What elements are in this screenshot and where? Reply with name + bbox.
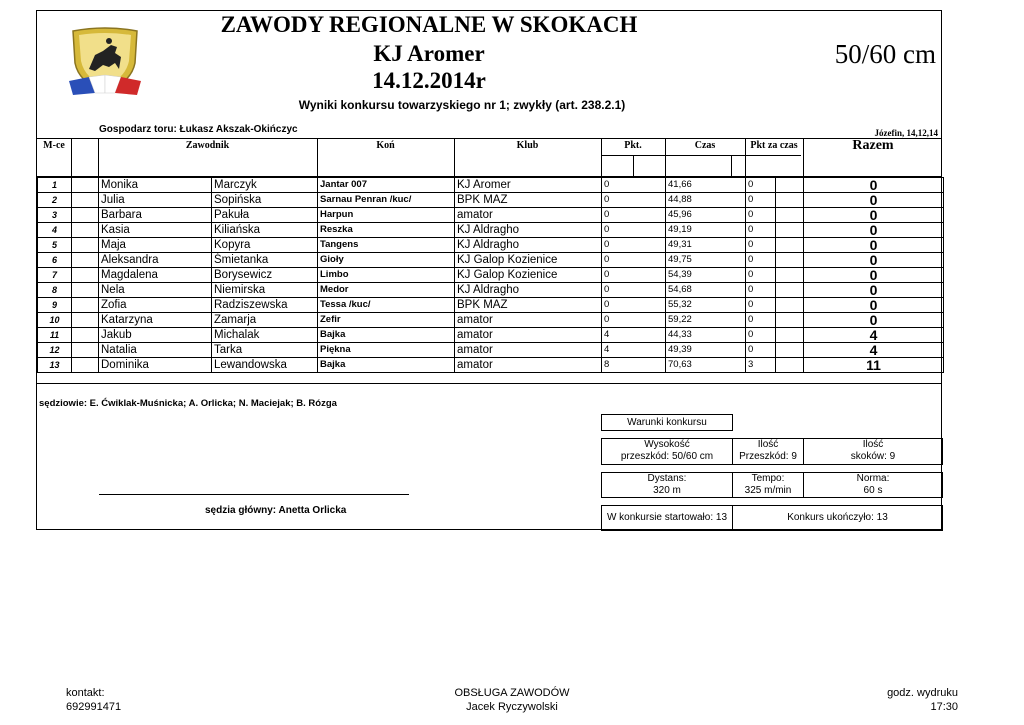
service-label: OBSŁUGA ZAWODÓW: [454, 687, 570, 699]
points-cell: 4: [602, 328, 666, 343]
time-cell: 54,39: [666, 268, 746, 283]
rank-cell: 5: [38, 238, 72, 253]
time-points-cell: 0: [746, 298, 776, 313]
footer-print-time: [887, 686, 958, 714]
points-cell: 0: [602, 283, 666, 298]
tempo-value: 325 m/min: [744, 485, 792, 496]
blank-cell: [776, 253, 804, 268]
time-cell: 45,96: [666, 208, 746, 223]
rider-last-name: Marczyk: [212, 178, 318, 193]
rider-first-name: Magdalena: [99, 268, 212, 283]
col-club-header: Klub: [516, 140, 539, 151]
blank-cell: [72, 298, 99, 313]
rider-first-name: Natalia: [99, 343, 212, 358]
table-row: [38, 313, 944, 328]
time-points-cell: 0: [746, 178, 776, 193]
conditions-distance-box: [601, 472, 733, 498]
rank-cell: 6: [38, 253, 72, 268]
points-cell: 0: [602, 208, 666, 223]
points-cell: 0: [602, 298, 666, 313]
total-cell: 0: [804, 238, 944, 253]
col-horse-header: Koń: [376, 140, 395, 151]
blank-cell: [776, 358, 804, 373]
rank-cell: 3: [38, 208, 72, 223]
blank-cell: [776, 343, 804, 358]
rank-cell: 1: [38, 178, 72, 193]
horse-name: Medor: [318, 283, 455, 298]
results-sheet: [36, 10, 942, 530]
total-cell: 0: [804, 313, 944, 328]
rider-last-name: Kiliańska: [212, 223, 318, 238]
rider-last-name: Radziszewska: [212, 298, 318, 313]
jumps-label: Ilość: [862, 439, 884, 450]
rider-first-name: Monika: [99, 178, 212, 193]
horse-name: Gioły: [318, 253, 455, 268]
blank-cell: [776, 193, 804, 208]
horse-name: Bajka: [318, 358, 455, 373]
time-points-cell: 0: [746, 253, 776, 268]
time-points-cell: 3: [746, 358, 776, 373]
time-points-cell: 0: [746, 208, 776, 223]
blank-cell: [72, 238, 99, 253]
total-cell: 0: [804, 223, 944, 238]
blank-cell: [72, 253, 99, 268]
table-row: [38, 193, 944, 208]
rider-last-name: Niemirska: [212, 283, 318, 298]
total-cell: 0: [804, 193, 944, 208]
rider-first-name: Julia: [99, 193, 212, 208]
rider-last-name: Sopińska: [212, 193, 318, 208]
blank-cell: [776, 178, 804, 193]
competition-title: ZAWODY REGIONALNE W SKOKACH: [220, 12, 638, 37]
horse-name: Sarnau Penran /kuc/: [318, 193, 455, 208]
header-divider: [731, 155, 732, 176]
footer-service: [412, 686, 612, 714]
points-cell: 0: [602, 238, 666, 253]
club-name: KJ Galop Kozienice: [455, 268, 602, 283]
rider-first-name: Zofia: [99, 298, 212, 313]
table-row: [38, 253, 944, 268]
rank-cell: 7: [38, 268, 72, 283]
total-cell: 0: [804, 178, 944, 193]
blank-cell: [72, 283, 99, 298]
conditions-title: Warunki konkursu: [601, 414, 733, 431]
total-cell: 4: [804, 343, 944, 358]
blank-cell: [776, 238, 804, 253]
club-name: KJ Aromer: [373, 41, 485, 66]
horse-name: Jantar 007: [318, 178, 455, 193]
height-value: przeszkód: 50/60 cm: [620, 451, 714, 462]
service-name: Jacek Ryczywolski: [466, 701, 558, 713]
time-cell: 49,31: [666, 238, 746, 253]
rider-first-name: Nela: [99, 283, 212, 298]
time-cell: 49,75: [666, 253, 746, 268]
horse-name: Bajka: [318, 328, 455, 343]
blank-cell: [776, 283, 804, 298]
blank-cell: [776, 223, 804, 238]
club-name: KJ Aromer: [455, 178, 602, 193]
distance-label: Dystans:: [647, 473, 687, 484]
points-cell: 4: [602, 343, 666, 358]
place-date: Józefin, 14,12,14: [874, 128, 938, 138]
footer-contact: [66, 686, 121, 714]
club-name: BPK MAZ: [455, 298, 602, 313]
blank-cell: [776, 328, 804, 343]
time-cell: 59,22: [666, 313, 746, 328]
jumps-value: skoków: 9: [850, 451, 896, 462]
table-row: [38, 238, 944, 253]
time-points-cell: 0: [746, 238, 776, 253]
blank-cell: [776, 208, 804, 223]
rider-first-name: Katarzyna: [99, 313, 212, 328]
club-name: amator: [455, 358, 602, 373]
print-time: 17:30: [930, 701, 958, 713]
rider-last-name: Zamarja: [212, 313, 318, 328]
total-cell: 11: [804, 358, 944, 373]
rank-cell: 11: [38, 328, 72, 343]
club-name: amator: [455, 208, 602, 223]
table-row: [38, 178, 944, 193]
time-points-cell: 0: [746, 193, 776, 208]
contact-phone: 692991471: [66, 701, 122, 713]
rank-cell: 13: [38, 358, 72, 373]
horse-name: Tessa /kuc/: [318, 298, 455, 313]
time-cell: 49,19: [666, 223, 746, 238]
rider-first-name: Maja: [99, 238, 212, 253]
time-cell: 55,32: [666, 298, 746, 313]
rank-cell: 4: [38, 223, 72, 238]
blank-cell: [776, 313, 804, 328]
conditions-obstacles-box: [732, 438, 804, 465]
rank-cell: 2: [38, 193, 72, 208]
rider-first-name: Dominika: [99, 358, 212, 373]
table-row: [38, 283, 944, 298]
blank-cell: [72, 328, 99, 343]
table-row: [38, 298, 944, 313]
col-points-header: Pkt.: [624, 140, 642, 151]
col-rider-header: Zawodnik: [185, 140, 230, 151]
club-name: BPK MAZ: [455, 193, 602, 208]
time-cell: 49,39: [666, 343, 746, 358]
total-cell: 0: [804, 208, 944, 223]
horse-name: Tangens: [318, 238, 455, 253]
table-row: [38, 268, 944, 283]
points-cell: 0: [602, 313, 666, 328]
points-cell: 8: [602, 358, 666, 373]
total-cell: 0: [804, 298, 944, 313]
time-points-cell: 0: [746, 223, 776, 238]
time-cell: 41,66: [666, 178, 746, 193]
blank-cell: [72, 358, 99, 373]
points-cell: 0: [602, 193, 666, 208]
rider-first-name: Barbara: [99, 208, 212, 223]
time-points-cell: 0: [746, 268, 776, 283]
total-cell: 0: [804, 283, 944, 298]
started-count: W konkursie startowało: 13: [601, 505, 733, 531]
height-class: 50/60 cm: [834, 39, 936, 69]
horse-name: Limbo: [318, 268, 455, 283]
competition-date: 14.12.2014r: [372, 68, 486, 93]
header-divider: [71, 138, 72, 176]
time-cell: 54,68: [666, 283, 746, 298]
points-cell: 0: [602, 268, 666, 283]
horse-name: Reszka: [318, 223, 455, 238]
table-row: [38, 328, 944, 343]
rider-first-name: Aleksandra: [99, 253, 212, 268]
blank-cell: [72, 268, 99, 283]
club-name: KJ Aldragho: [455, 283, 602, 298]
blank-cell: [72, 193, 99, 208]
table-row: [38, 223, 944, 238]
rank-cell: 12: [38, 343, 72, 358]
print-label: godz. wydruku: [887, 687, 958, 699]
time-points-cell: 0: [746, 283, 776, 298]
table-row: [38, 358, 944, 373]
rider-last-name: Śmietanka: [212, 253, 318, 268]
total-cell: 0: [804, 253, 944, 268]
rider-last-name: Kopyra: [212, 238, 318, 253]
blank-cell: [776, 268, 804, 283]
rider-last-name: Michalak: [212, 328, 318, 343]
col-total-header: Razem: [852, 138, 894, 153]
time-points-cell: 0: [746, 313, 776, 328]
blank-cell: [72, 208, 99, 223]
club-name: amator: [455, 343, 602, 358]
rider-last-name: Pakuła: [212, 208, 318, 223]
blank-cell: [72, 223, 99, 238]
rank-cell: 9: [38, 298, 72, 313]
conditions-norm-box: [803, 472, 943, 498]
rider-last-name: Borysewicz: [212, 268, 318, 283]
rank-cell: 8: [38, 283, 72, 298]
height-label: Wysokość: [644, 439, 690, 450]
total-cell: 0: [804, 268, 944, 283]
blank-cell: [72, 343, 99, 358]
horse-name: Piękna: [318, 343, 455, 358]
time-cell: 44,33: [666, 328, 746, 343]
contact-label: kontakt:: [66, 687, 105, 699]
club-name: amator: [455, 328, 602, 343]
points-cell: 0: [602, 253, 666, 268]
judges-list: sędziowie: E. Ćwiklak-Muśnicka; A. Orlicka; N. Maciejak; B. Rózga: [39, 398, 337, 409]
tempo-label: Tempo:: [751, 473, 785, 484]
rider-first-name: Jakub: [99, 328, 212, 343]
blank-cell: [72, 178, 99, 193]
distance-value: 320 m: [653, 485, 681, 496]
obstacles-value: Przeszkód: 9: [739, 451, 797, 462]
chief-judge: sędzia główny: Anetta Orlicka: [205, 505, 347, 516]
rank-cell: 10: [38, 313, 72, 328]
club-name: KJ Aldragho: [455, 238, 602, 253]
norm-value: 60 s: [863, 485, 883, 496]
finished-count: Konkurs ukończyło: 13: [732, 505, 943, 531]
col-time-header: Czas: [694, 140, 716, 151]
blank-cell: [776, 298, 804, 313]
club-name: KJ Galop Kozienice: [455, 253, 602, 268]
time-cell: 44,88: [666, 193, 746, 208]
results-table: [37, 177, 944, 373]
signature-line: [99, 494, 409, 495]
col-rank-header: M-ce: [43, 140, 65, 151]
horse-name: Zefir: [318, 313, 455, 328]
time-cell: 70,63: [666, 358, 746, 373]
time-points-cell: 0: [746, 328, 776, 343]
club-name: amator: [455, 313, 602, 328]
header-divider: [633, 155, 634, 176]
header-sub-line: [601, 155, 801, 156]
rider-first-name: Kasia: [99, 223, 212, 238]
col-time-points-header: Pkt za czas: [750, 140, 798, 151]
obstacles-label: Ilość: [757, 439, 779, 450]
time-points-cell: 0: [746, 343, 776, 358]
points-cell: 0: [602, 178, 666, 193]
conditions-tempo-box: [732, 472, 804, 498]
conditions-height-box: [601, 438, 733, 465]
rider-last-name: Tarka: [212, 343, 318, 358]
points-cell: 0: [602, 223, 666, 238]
table-row: [38, 208, 944, 223]
course-designer: Gospodarz toru: Łukasz Akszak-Okińczyc: [99, 124, 298, 135]
club-name: KJ Aldragho: [455, 223, 602, 238]
rider-last-name: Lewandowska: [212, 358, 318, 373]
table-row: [38, 343, 944, 358]
horse-name: Harpun: [318, 208, 455, 223]
results-bottom-line: [37, 383, 941, 384]
conditions-jumps-box: [803, 438, 943, 465]
competition-subtitle: Wyniki konkursu towarzyskiego nr 1; zwykły (art. 238.2.1): [298, 98, 626, 112]
norm-label: Norma:: [856, 473, 890, 484]
total-cell: 4: [804, 328, 944, 343]
blank-cell: [72, 313, 99, 328]
